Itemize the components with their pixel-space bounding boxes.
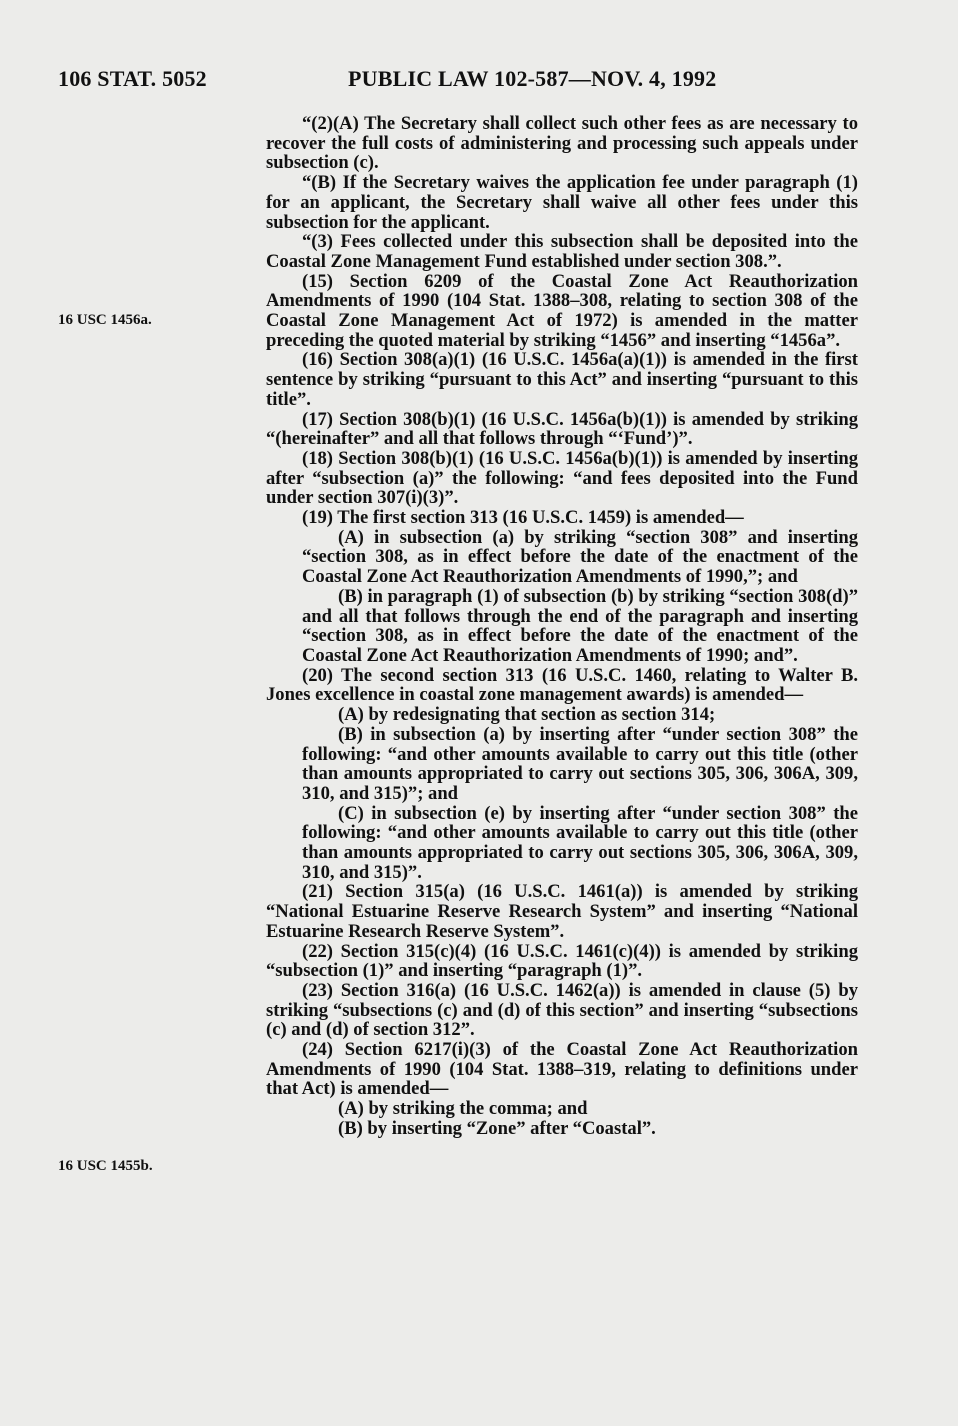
paragraph-20b: (B) in subsection (a) by inserting after “under section 308” the following: “and other amounts available to carry out this title (other than amounts appropriated to carry out sections 305, 306, 306A, 309, 310, and 315)”; and	[302, 723, 858, 804]
paragraph-19b: (B) in paragraph (1) of subsection (b) by striking “section 308(d)” and all that follows through the end of the paragraph and inserting “section 308, as in effect before the date of the enactment of the Coastal Zone Act Reauthorization Amendments of 1990; and”.	[302, 585, 858, 666]
paragraph-22: (22) Section 315(c)(4) (16 U.S.C. 1461(c)(4)) is amended by striking “subsection (1)” and inserting “paragraph (1)”.	[266, 940, 858, 982]
paragraph-18: (18) Section 308(b)(1) (16 U.S.C. 1456a(b)(1)) is amended by inserting after “subsection (a)” the following: “and fees deposited into the Fund under section 307(i)(3)”.	[266, 447, 858, 509]
paragraph-19: (19) The first section 313 (16 U.S.C. 1459) is amended—	[302, 507, 744, 529]
margin-note-usc-1456a: 16 USC 1456a.	[58, 312, 152, 328]
margin-note-usc-1455b: 16 USC 1455b.	[58, 1158, 153, 1174]
paragraph-20: (20) The second section 313 (16 U.S.C. 1460, relating to Walter B. Jones excellence in coastal zone management awards) is amended—	[266, 664, 858, 706]
law-title: PUBLIC LAW 102-587—NOV. 4, 1992	[348, 66, 717, 91]
paragraph-21: (21) Section 315(a) (16 U.S.C. 1461(a)) is amended by striking “National Estuarine Reserve Research System” and inserting “National Estuarine Research Reserve System”.	[266, 881, 858, 942]
paragraph-17: (17) Section 308(b)(1) (16 U.S.C. 1456a(b)(1)) is amended by striking “(hereinafter” and all that follows through “‘Fund’)”.	[266, 408, 858, 450]
paragraph-2a: “(2)(A) The Secretary shall collect such other fees as are necessary to recover the full costs of administering and processing such appeals under subsection (c).	[266, 113, 858, 174]
paragraph-19a: (A) in subsection (a) by striking “section 308” and inserting “section 308, as in effect before the date of the enactment of the Coastal Zone Act Reauthorization Amendments of 1990,”; and	[302, 526, 858, 588]
page-header	[58, 66, 758, 96]
paragraph-16: (16) Section 308(a)(1) (16 U.S.C. 1456a(a)(1)) is amended in the first sentence by striking “pursuant to this Act” and inserting “pursuant to this title”.	[266, 349, 858, 410]
paragraph-15: (15) Section 6209 of the Coastal Zone Act Reauthorization Amendments of 1990 (104 Stat. 1388–308, relating to section 308 of the Coastal Zone Management Act of 1972) is amended in the matter preceding the quoted material by striking “1456” and inserting “1456a”.	[266, 270, 858, 351]
paragraph-2b: “(B) If the Secretary waives the application fee under paragraph (1) for an applicant, the Secretary shall waive all other fees under this subsection for the applicant.	[266, 172, 858, 233]
paragraph-24: (24) Section 6217(i)(3) of the Coastal Zone Act Reauthorization Amendments of 1990 (104 Stat. 1388–319, relating to definitions under that Act) is amended—	[266, 1039, 858, 1100]
paragraph-24a: (A) by striking the comma; and	[338, 1098, 588, 1120]
paragraph-20c: (C) in subsection (e) by inserting after “under section 308” the following: “and other amounts available to carry out this title (other than amounts appropriated to carry out sections 305, 306, 306A, 309, 310, and 315)”.	[302, 802, 858, 883]
body-text	[266, 114, 858, 1139]
paragraph-24b: (B) by inserting “Zone” after “Coastal”.	[338, 1117, 656, 1139]
paragraph-3: “(3) Fees collected under this subsection shall be deposited into the Coastal Zone Management Fund established under section 308.”.	[266, 231, 858, 272]
paragraph-20a: (A) by redesignating that section as section 314;	[338, 704, 716, 726]
page-reference: 106 STAT. 5052	[58, 66, 207, 91]
paragraph-23: (23) Section 316(a) (16 U.S.C. 1462(a)) is amended in clause (5) by striking “subsections (c) and (d) of this section” and inserting “subsections (c) and (d) of section 312”.	[266, 979, 858, 1041]
